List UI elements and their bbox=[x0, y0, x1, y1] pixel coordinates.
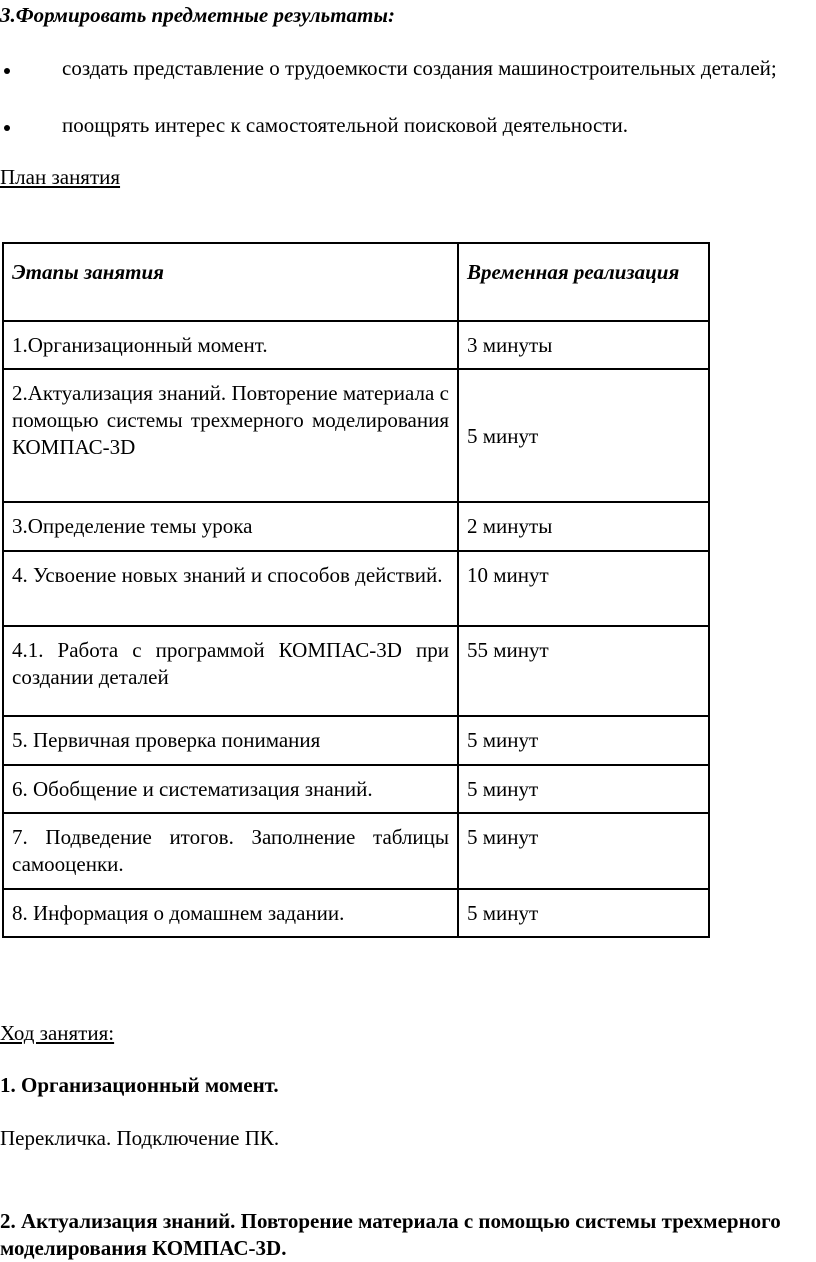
bullet-icon bbox=[4, 125, 10, 131]
stage-cell: 4. Усвоение новых знаний и способов действий. bbox=[3, 551, 458, 626]
time-cell: 5 минут bbox=[458, 716, 709, 765]
bullet-item: поощрять интерес к самостоятельной поисковой деятельности. bbox=[62, 113, 629, 137]
table-row bbox=[3, 716, 709, 765]
table-row bbox=[3, 502, 709, 551]
table-row bbox=[3, 889, 709, 937]
table-row bbox=[3, 765, 709, 813]
stage-cell: 8. Информация о домашнем задании. bbox=[3, 889, 458, 937]
table-row bbox=[3, 813, 709, 889]
stage-cell: 7. Подведение итогов. Заполнение таблицы самооценки. bbox=[3, 813, 458, 889]
time-cell: 10 минут bbox=[458, 551, 709, 626]
table-row bbox=[3, 369, 709, 502]
stage-cell: 6. Обобщение и систематизация знаний. bbox=[3, 765, 458, 813]
table-row bbox=[3, 321, 709, 369]
table-header-row bbox=[3, 243, 709, 321]
stage-cell: 5. Первичная проверка понимания bbox=[3, 716, 458, 765]
stage-cell: 2.Актуализация знаний. Повторение материала с помощью системы трехмерного моделирования КОМПАС-3D bbox=[3, 369, 458, 502]
stage-cell: 3.Определение темы урока bbox=[3, 502, 458, 551]
step1-heading: 1. Организационный момент. bbox=[0, 1073, 279, 1097]
stage-cell: 4.1. Работа с программой КОМПАС-3D при создании деталей bbox=[3, 626, 458, 716]
bullet-item: создать представление о трудоемкости создания машиностроительных деталей; bbox=[62, 56, 777, 80]
header-stage: Этапы занятия bbox=[3, 243, 458, 321]
table-row bbox=[3, 551, 709, 626]
table-row bbox=[3, 626, 709, 716]
step2-heading: 2. Актуализация знаний. Повторение материала с помощью системы трехмерного моделирования КОМПАС-3D. bbox=[0, 1209, 781, 1260]
time-cell: 5 минут bbox=[458, 369, 709, 502]
time-cell: 5 минут bbox=[458, 813, 709, 889]
time-cell: 55 минут bbox=[458, 626, 709, 716]
stage-cell: 1.Организационный момент. bbox=[3, 321, 458, 369]
step1-text: Перекличка. Подключение ПК. bbox=[0, 1126, 280, 1150]
time-cell: 5 минут bbox=[458, 889, 709, 937]
plan-title: План занятия bbox=[0, 165, 121, 189]
plan-table bbox=[2, 242, 710, 938]
time-cell: 2 минуты bbox=[458, 502, 709, 551]
lesson-title: Ход занятия: bbox=[0, 1021, 115, 1045]
section-heading: 3.Формировать предметные результаты: bbox=[0, 3, 395, 27]
time-cell: 5 минут bbox=[458, 765, 709, 813]
header-time: Временная реализация bbox=[458, 243, 709, 321]
time-cell: 3 минуты bbox=[458, 321, 709, 369]
